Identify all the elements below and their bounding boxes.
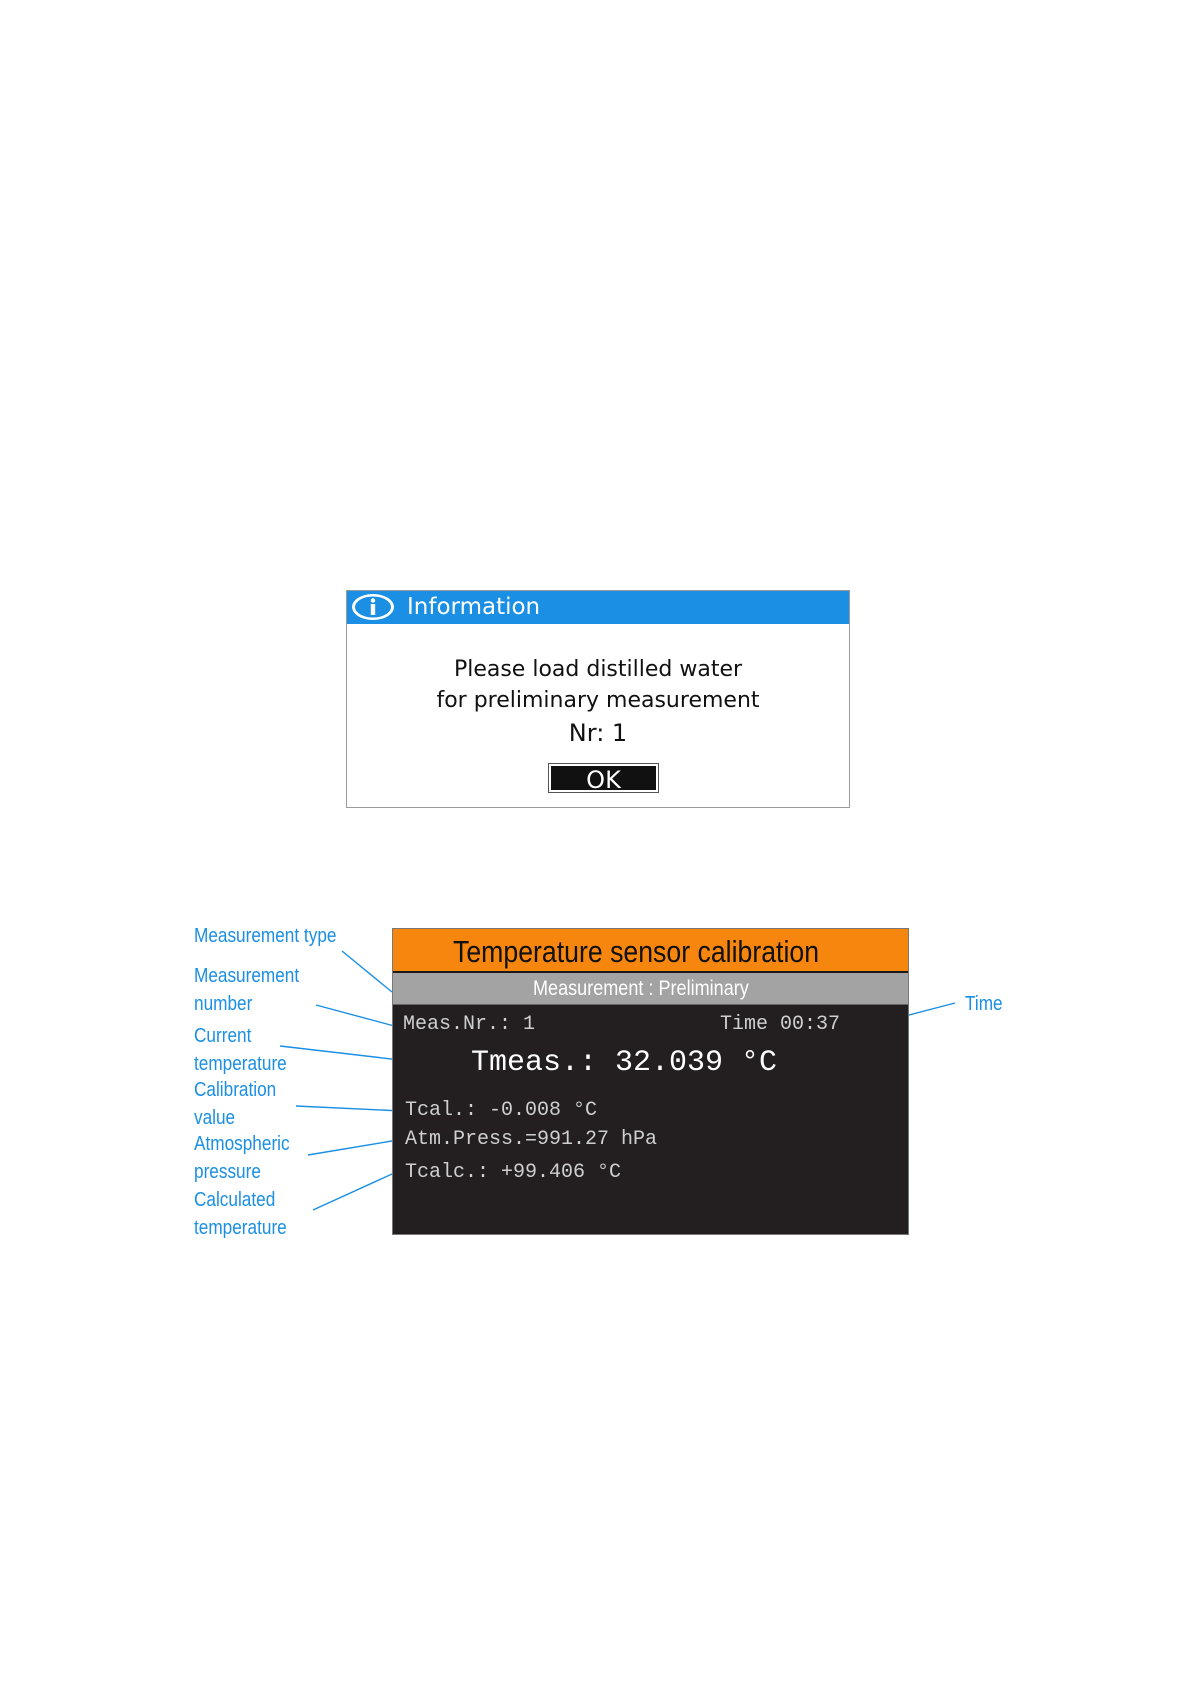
label-calibration-value-line1: Calibration — [194, 1079, 277, 1101]
label-measurement-number-line1: Measurement — [194, 965, 300, 987]
dialog-message-line1: Please load distilled water — [453, 657, 743, 682]
leader-calculated-temperature — [313, 1174, 392, 1210]
label-time: Time — [965, 993, 1003, 1015]
screen-title-bar — [393, 929, 908, 973]
measurement-type-bar — [393, 973, 908, 1005]
measurement-number: Meas.Nr.: 1 — [403, 1013, 536, 1036]
label-atmospheric-pressure-line1: Atmospheric — [194, 1133, 290, 1155]
time-readout: Time 00:37 — [720, 1013, 841, 1036]
leader-atmospheric-pressure — [308, 1141, 392, 1155]
label-measurement-number-line2: number — [194, 993, 253, 1015]
ok-button[interactable]: OK — [549, 764, 658, 792]
leader-measurement-type — [342, 951, 392, 992]
measurement-type: Measurement : Preliminary — [533, 977, 749, 1000]
calibration-value: Tcal.: -0.008 °C — [405, 1099, 598, 1122]
atmospheric-pressure: Atm.Press.=991.27 hPa — [405, 1128, 658, 1151]
leader-calibration-value — [296, 1106, 402, 1111]
dialog-measurement-nr: Nr: 1 — [568, 719, 628, 747]
current-temperature: Tmeas.: 32.039 °C — [471, 1046, 778, 1080]
screen-title: Temperature sensor calibration — [453, 934, 820, 969]
label-current-temperature-line1: Current — [194, 1025, 252, 1047]
calculated-temperature: Tcalc.: +99.406 °C — [405, 1161, 622, 1184]
label-calibration-value-line2: value — [194, 1107, 236, 1129]
label-atmospheric-pressure-line2: pressure — [194, 1161, 261, 1183]
label-measurement-type: Measurement type — [194, 925, 337, 947]
device-screen — [392, 928, 909, 1235]
leader-measurement-number — [316, 1005, 398, 1027]
dialog-message-line2: for preliminary measurement — [436, 688, 760, 713]
label-current-temperature-line2: temperature — [194, 1053, 287, 1075]
dialog-title: Information — [407, 594, 541, 620]
label-calculated-temperature-line2: temperature — [194, 1217, 287, 1239]
label-calculated-temperature-line1: Calculated — [194, 1189, 276, 1211]
